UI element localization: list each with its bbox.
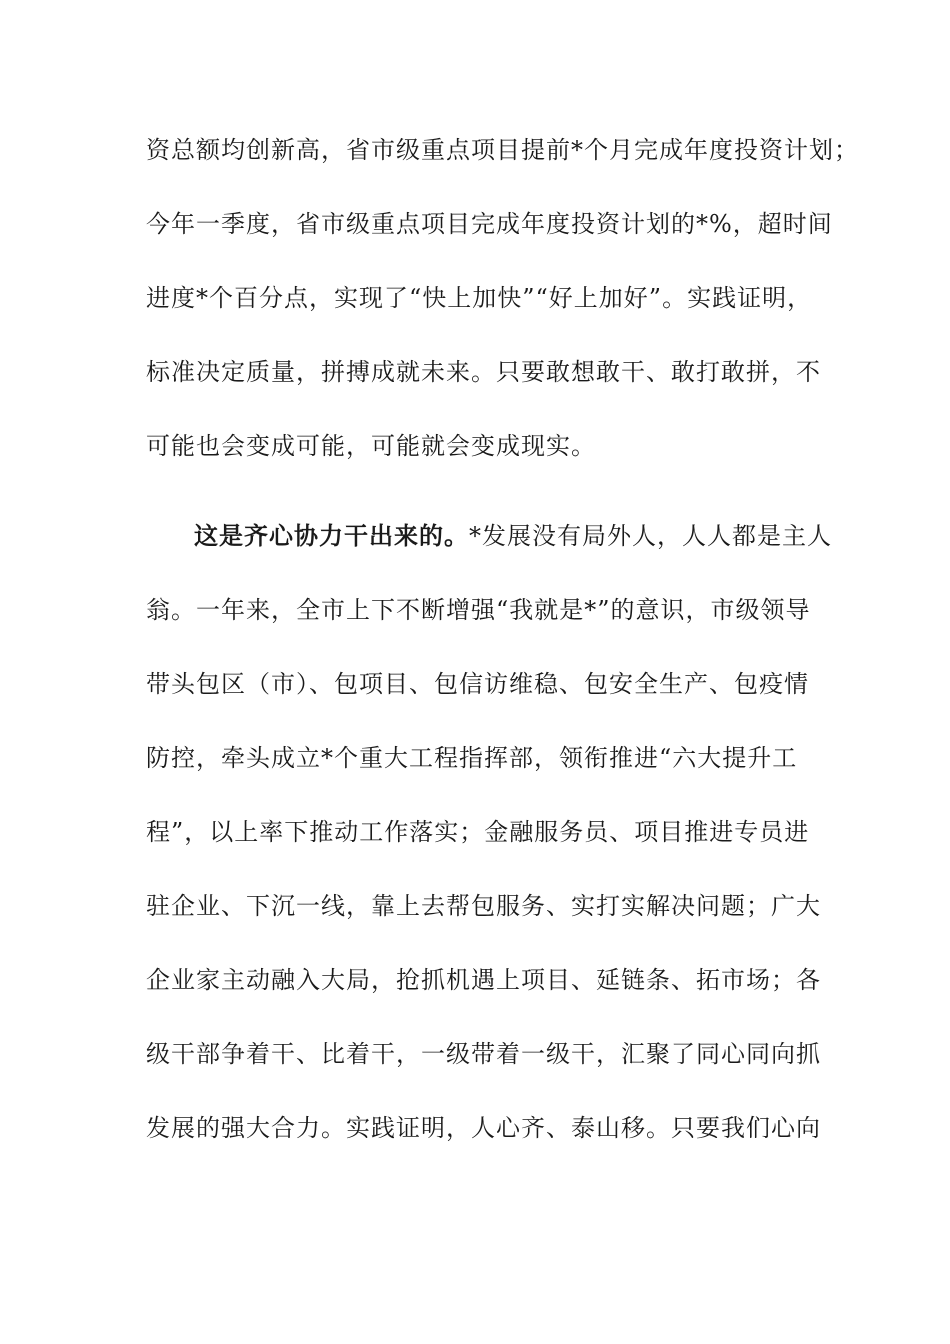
text-line: 进度*个百分点，实现了“快上加快”“好上加好”。实践证明， <box>146 284 813 312</box>
text-line: 程”，以上率下推动工作落实；金融服务员、项目推进专员进 <box>146 818 810 846</box>
text-line: 企业家主动融入大局，抢抓机遇上项目、延链条、拓市场；各 <box>146 966 821 994</box>
text-line: 带头包区（市）、包项目、包信访维稳、包安全生产、包疫情 <box>146 670 809 698</box>
text-line: *发展没有局外人，人人都是主人 <box>469 522 832 550</box>
paragraph-lead: 这是齐心协力干出来的。 <box>194 521 469 550</box>
text-line: 防控，牵头成立*个重大工程指挥部，领衔推进“六大提升工 <box>146 744 798 772</box>
text-line: 资总额均创新高，省市级重点项目提前*个月完成年度投资计划； <box>146 136 859 164</box>
text-line: 驻企业、下沉一线，靠上去帮包服务、实打实解决问题；广大 <box>146 892 821 920</box>
text-line: 翁。一年来，全市上下不断增强“我就是*”的意识，市级领导 <box>146 596 811 624</box>
text-line: 发展的强大合力。实践证明，人心齐、泰山移。只要我们心向 <box>146 1114 821 1142</box>
text-line: 级干部争着干、比着干，一级带着一级干，汇聚了同心同向抓 <box>146 1040 821 1068</box>
text-line: 今年一季度，省市级重点项目完成年度投资计划的*%，超时间 <box>146 210 833 238</box>
text-line: 可能也会变成可能，可能就会变成现实。 <box>146 432 596 460</box>
text-line: 标准决定质量，拼搏成就未来。只要敢想敢干、敢打敢拼，不 <box>146 358 821 386</box>
paragraph-first-line <box>194 520 832 552</box>
